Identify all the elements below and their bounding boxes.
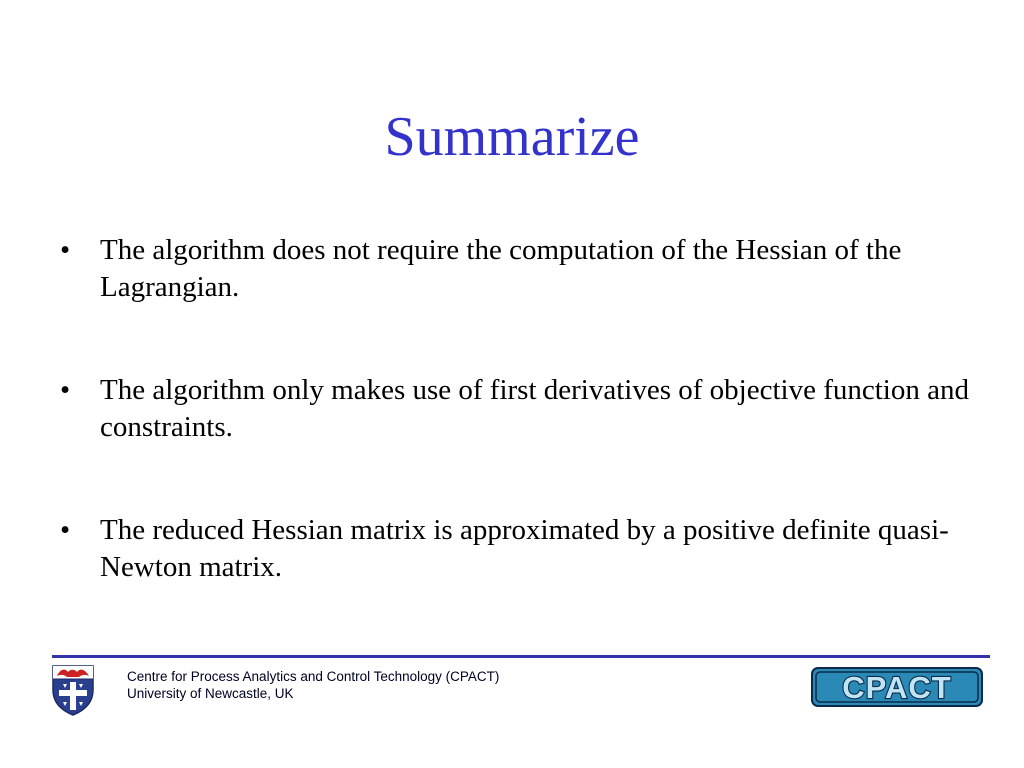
- bullet-text: The reduced Hessian matrix is approximated by a positive definite quasi-Newton matrix.: [100, 514, 949, 583]
- bullet-text: The algorithm only makes use of first derivatives of objective function and constraints.: [100, 374, 969, 443]
- cpact-logo-text: CPACT: [842, 670, 952, 705]
- bullet-marker: •: [60, 374, 71, 406]
- university-crest-icon: [51, 664, 95, 716]
- bullet-item: [56, 232, 986, 306]
- bullet-item: [56, 512, 986, 586]
- footer-divider: [52, 655, 990, 658]
- bullet-item: [56, 372, 986, 446]
- footer-org-name: Centre for Process Analytics and Control Technology (CPACT): [127, 669, 500, 684]
- bullet-text: The algorithm does not require the computation of the Hessian of the Lagrangian.: [100, 234, 902, 303]
- cpact-logo: [811, 667, 983, 707]
- footer-university: University of Newcastle, UK: [127, 686, 294, 701]
- bullet-list: [56, 232, 986, 652]
- slide-title: Summarize: [384, 106, 640, 168]
- footer-text: [127, 668, 607, 702]
- bullet-marker: •: [60, 514, 71, 546]
- bullet-marker: •: [60, 234, 71, 266]
